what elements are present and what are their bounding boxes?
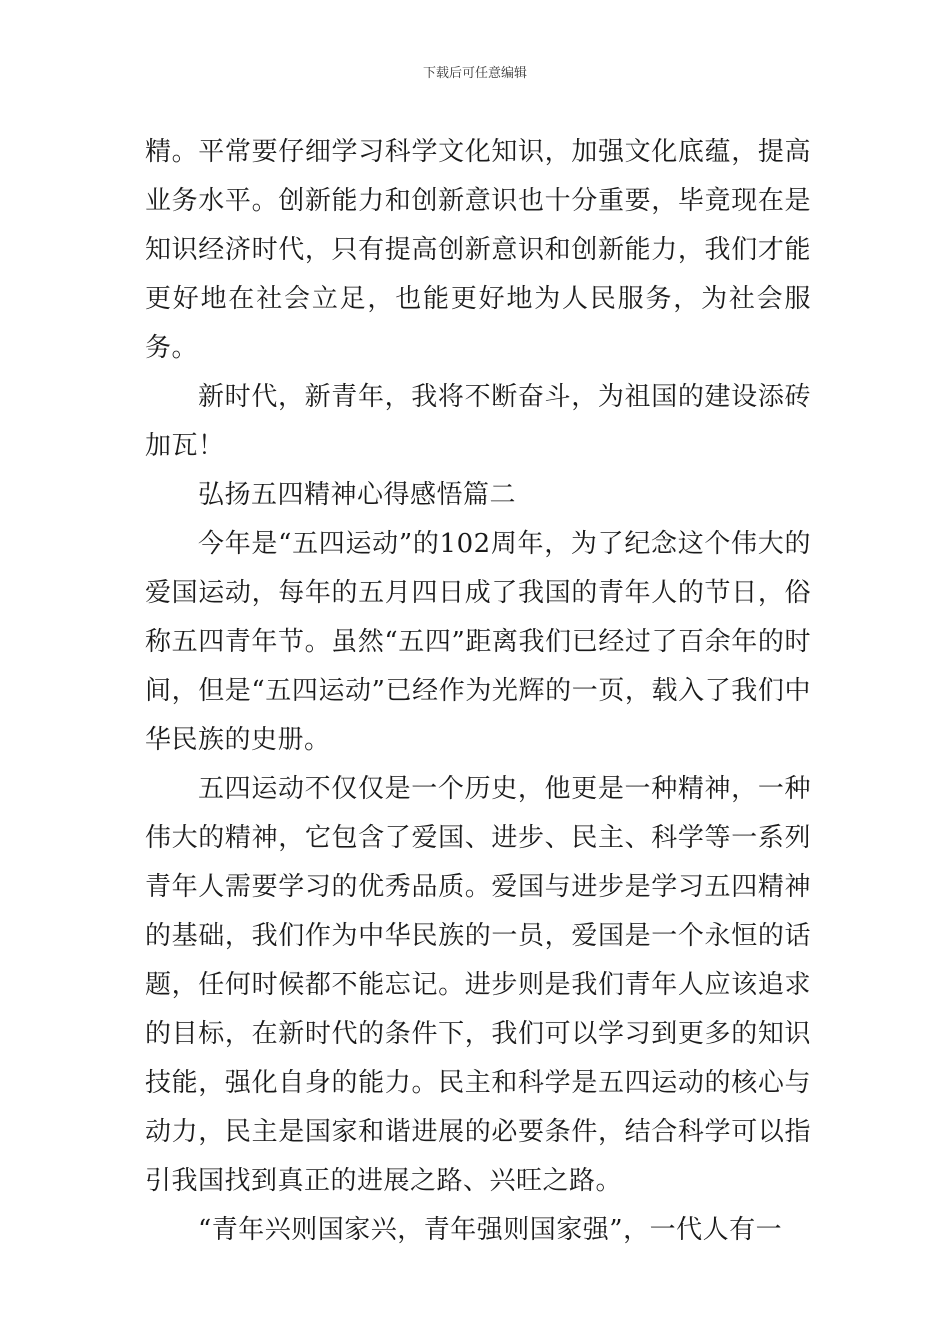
paragraph-youth: “青年兴则国家兴，青年强则国家强”，一代人有一: [198, 1215, 783, 1245]
paragraph-continuation: 精。平常要仔细学习科学文化知识，加强文化底蕴，提高业务水平。创新能力和创新意识也十分重要，毕竟现在是知识经济时代，只有提高创新意识和创新能力，我们才能更好地在社会立足，也能更好地为人民服务，为社会服务。: [145, 137, 811, 363]
page-header-note: 下载后可任意编辑: [422, 66, 527, 81]
document-body: [145, 128, 811, 1255]
paragraph-spirit: 五四运动不仅仅是一个历史，他更是一种精神，一种伟大的精神，它包含了爱国、进步、民主、科学等一系列青年人需要学习的优秀品质。爱国与进步是学习五四精神的基础，我们作为中华民族的一员，爱国是一个永恒的话题，任何时候都不能忘记。进步则是我们青年人应该追求的目标，在新时代的条件下，我们可以学习到更多的知识技能，强化自身的能力。民主和科学是五四运动的核心与动力，民主是国家和谐进展的必要条件，结合科学可以指引我国找到真正的进展之路、兴旺之路。: [145, 774, 811, 1196]
paragraph-intro: 今年是“五四运动”的102周年，为了纪念这个伟大的爱国运动，每年的五月四日成了我国的青年人的节日，俗称五四青年节。虽然“五四”距离我们已经过了百余年的时间，但是“五四运动”已经作为光辉的一页，载入了我们中华民族的史册。: [145, 529, 811, 755]
section-title: 弘扬五四精神心得感悟篇二: [198, 480, 517, 510]
paragraph-closing: 新时代，新青年，我将不断奋斗，为祖国的建设添砖加瓦！: [145, 382, 811, 461]
